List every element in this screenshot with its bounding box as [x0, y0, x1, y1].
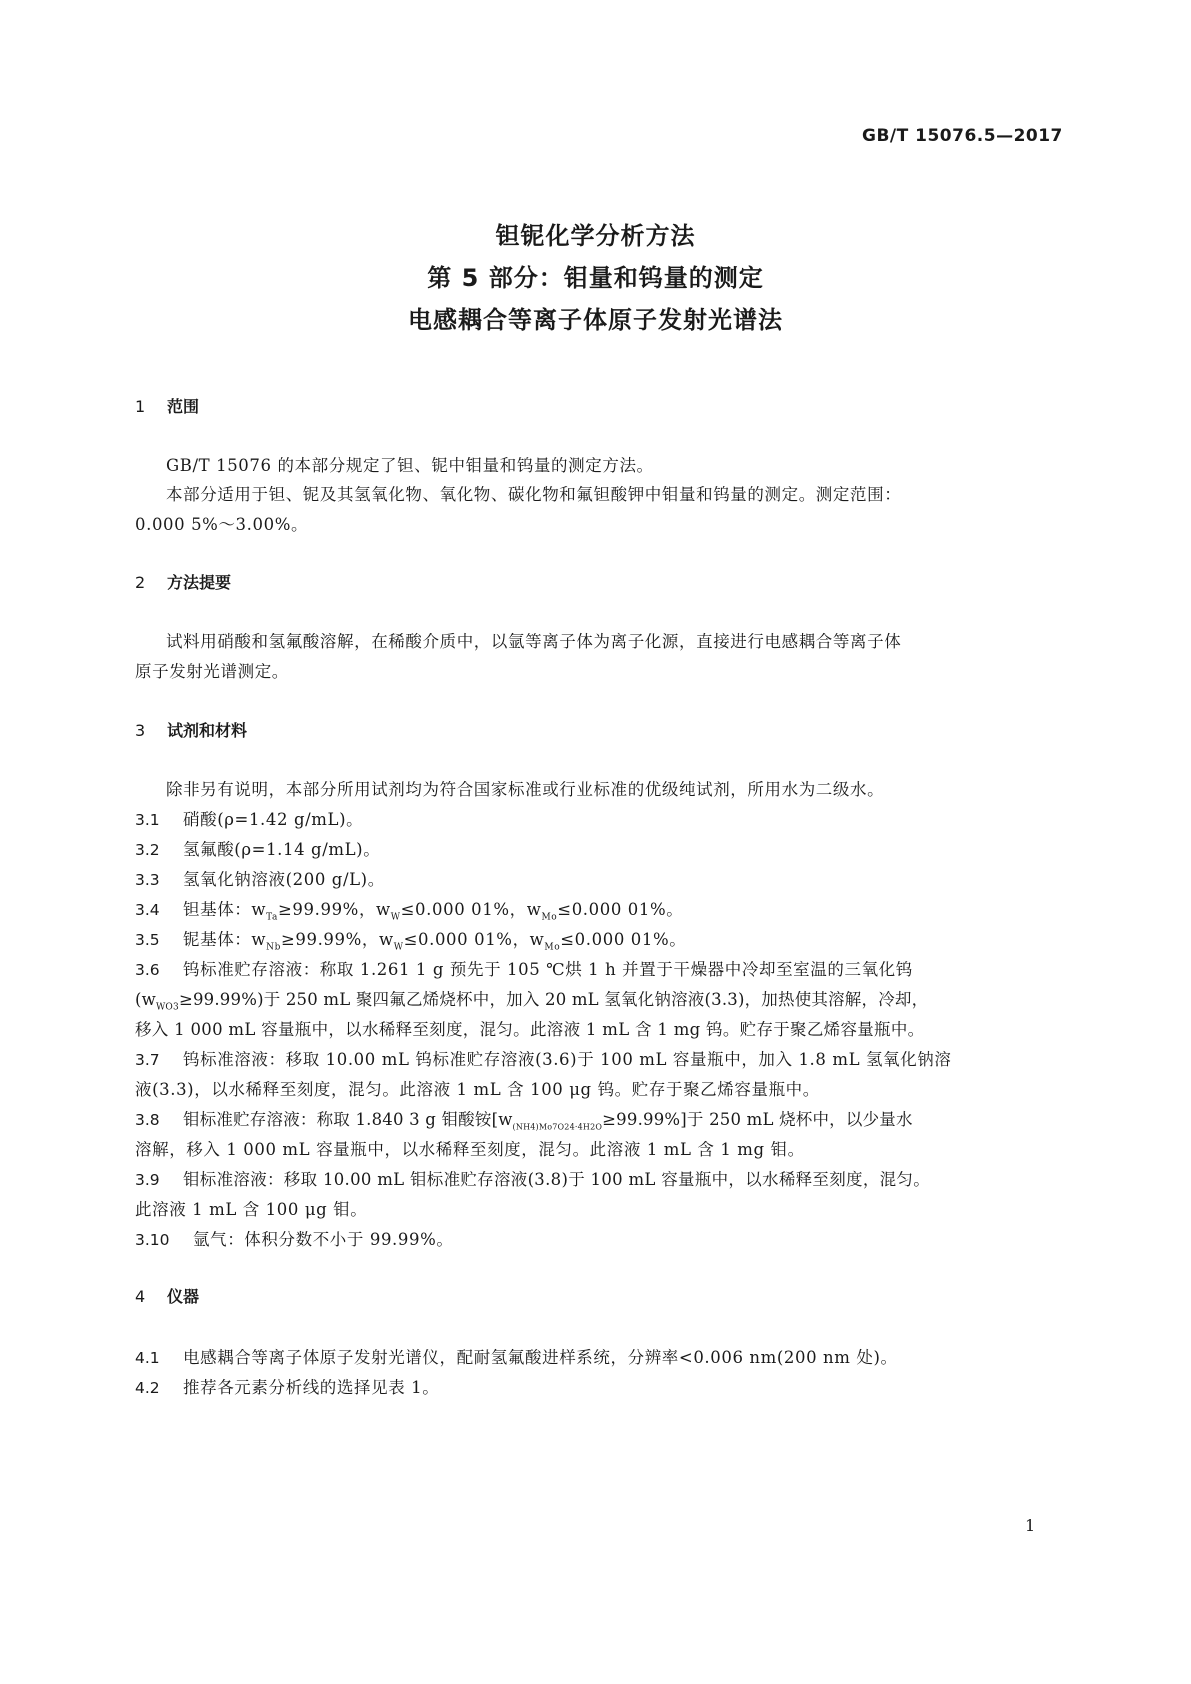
section-4-title: 仪器 [167, 1287, 200, 1306]
item-3-2 [135, 836, 380, 860]
item-3-8-line-2: 溶解，移入 1 000 mL 容量瓶中，以水稀释至刻度，混匀。此溶液 1 mL 含 1 mg 钼。 [135, 1140, 805, 1159]
item-text: 钼标准溶液：移取 10.00 mL 钼标准贮存溶液(3.8)于 100 mL 容量瓶中，以水稀释至刻度，混匀。 [183, 1170, 931, 1189]
item-text: ≤0.000 01%，w [400, 900, 542, 919]
item-text: 钼标准贮存溶液：称取 1.840 3 g 钼酸铵[w [183, 1110, 513, 1129]
item-3-9-line-1 [135, 1166, 930, 1190]
item-subscript: Mo [541, 912, 558, 923]
item-text: ≥99.99%]于 250 mL 烧杯中，以少量水 [602, 1110, 913, 1129]
item-number: 4.2 [135, 1379, 160, 1397]
section-2-title: 方法提要 [167, 573, 232, 592]
item-subscript: Ta [266, 912, 278, 923]
item-text: ≤0.000 01%，w [403, 930, 545, 949]
item-subscript: Mo [544, 942, 561, 953]
section-1-para-2-line-2: 0.000 5%～3.00%。 [135, 515, 309, 534]
section-3-heading [135, 718, 247, 741]
item-3-9-line-2: 此溶液 1 mL 含 100 μg 钼。 [135, 1200, 368, 1219]
doc-title-line2: 第 5 部分：钼量和钨量的测定 [427, 264, 764, 292]
item-number: 3.7 [135, 1051, 160, 1069]
item-text: (w [135, 990, 156, 1009]
item-number: 3.4 [135, 901, 160, 919]
item-subscript: W [390, 912, 401, 923]
section-1-para-2-line-1: 本部分适用于钽、铌及其氢氧化物、氧化物、碳化物和氟钽酸钾中钼量和钨量的测定。测定范围： [166, 485, 902, 504]
item-3-7-line-1 [135, 1046, 952, 1070]
section-4-number: 4 [135, 1287, 146, 1306]
item-3-3 [135, 866, 385, 890]
item-subscript: W [393, 942, 404, 953]
item-number: 3.2 [135, 841, 160, 859]
section-1-number: 1 [135, 397, 146, 416]
item-number: 4.1 [135, 1349, 160, 1367]
item-3-5 [135, 926, 686, 952]
item-text: 钨标准溶液：移取 10.00 mL 钨标准贮存溶液(3.6)于 100 mL 容量瓶中，加入 1.8 mL 氢氧化钠溶 [183, 1050, 952, 1069]
item-number: 3.3 [135, 871, 160, 889]
section-2-number: 2 [135, 573, 146, 592]
item-text: ≤0.000 01%。 [560, 930, 687, 949]
item-text: 氩气：体积分数不小于 99.99%。 [193, 1230, 454, 1249]
section-1-title: 范围 [167, 397, 200, 416]
item-3-6-line-1 [135, 956, 913, 980]
item-number: 3.9 [135, 1171, 160, 1189]
item-subscript: (NH4)Mo7O24·4H2O [512, 1122, 603, 1132]
item-4-1 [135, 1344, 898, 1368]
item-3-10 [135, 1226, 453, 1250]
item-3-4 [135, 896, 683, 922]
item-3-8-line-1 [135, 1106, 913, 1131]
item-number: 3.5 [135, 931, 160, 949]
item-3-1 [135, 806, 363, 830]
section-2-para-line-2: 原子发射光谱测定。 [135, 662, 289, 681]
item-number: 3.10 [135, 1231, 170, 1249]
section-1-heading [135, 394, 199, 417]
section-2-para-line-1: 试料用硝酸和氢氟酸溶解，在稀酸介质中，以氩等离子体为离子化源，直接进行电感耦合等离子体 [166, 632, 902, 651]
item-3-7-line-2: 液(3.3)，以水稀释至刻度，混匀。此溶液 1 mL 含 100 μg 钨。贮存于聚乙烯容量瓶中。 [135, 1080, 820, 1099]
item-text: ≥99.99%，w [280, 930, 394, 949]
item-3-6-line-2 [135, 986, 928, 1012]
item-text: 铌基体：w [183, 930, 267, 949]
item-text: 推荐各元素分析线的选择见表 1。 [183, 1378, 440, 1397]
page-number: 1 [1025, 1516, 1036, 1535]
item-text: ≥99.99%)于 250 mL 聚四氟乙烯烧杯中，加入 20 mL 氢氧化钠溶液(3.3)，加热使其溶解，冷却， [178, 990, 929, 1009]
item-3-6-line-3: 移入 1 000 mL 容量瓶中，以水稀释至刻度，混匀。此溶液 1 mL 含 1 mg 钨。贮存于聚乙烯容量瓶中。 [135, 1020, 925, 1039]
section-2-heading [135, 570, 231, 593]
item-subscript: WO3 [155, 1002, 179, 1013]
section-1-para-1: GB/T 15076 的本部分规定了钽、铌中钼量和钨量的测定方法。 [166, 456, 654, 475]
section-3-number: 3 [135, 721, 146, 740]
doc-title-line3: 电感耦合等离子体原子发射光谱法 [408, 306, 783, 334]
section-3-title: 试剂和材料 [167, 721, 248, 740]
item-text: 氢氟酸(ρ=1.14 g/mL)。 [183, 840, 381, 859]
item-number: 3.6 [135, 961, 160, 979]
item-subscript: Nb [266, 942, 281, 953]
item-text: ≥99.99%，w [278, 900, 391, 919]
item-text: 氢氧化钠溶液(200 g/L)。 [183, 870, 385, 889]
section-4-heading [135, 1284, 199, 1307]
item-text: 钽基体：w [183, 900, 267, 919]
item-text: 钨标准贮存溶液：称取 1.261 1 g 预先于 105 ℃烘 1 h 并置于干燥器中冷却至室温的三氧化钨 [183, 960, 913, 979]
item-text: 硝酸(ρ=1.42 g/mL)。 [183, 810, 364, 829]
doc-title-line1: 钽铌化学分析方法 [495, 222, 696, 250]
item-text: ≤0.000 01%。 [557, 900, 684, 919]
section-3-intro: 除非另有说明，本部分所用试剂均为符合国家标准或行业标准的优级纯试剂，所用水为二级水。 [166, 780, 885, 799]
item-number: 3.1 [135, 811, 160, 829]
item-text: 电感耦合等离子体原子发射光谱仪，配耐氢氟酸进样系统，分辨率<0.006 nm(200 nm 处)。 [183, 1348, 898, 1367]
standard-code: GB/T 15076.5—2017 [862, 126, 1063, 146]
item-number: 3.8 [135, 1111, 160, 1129]
item-4-2 [135, 1374, 439, 1398]
